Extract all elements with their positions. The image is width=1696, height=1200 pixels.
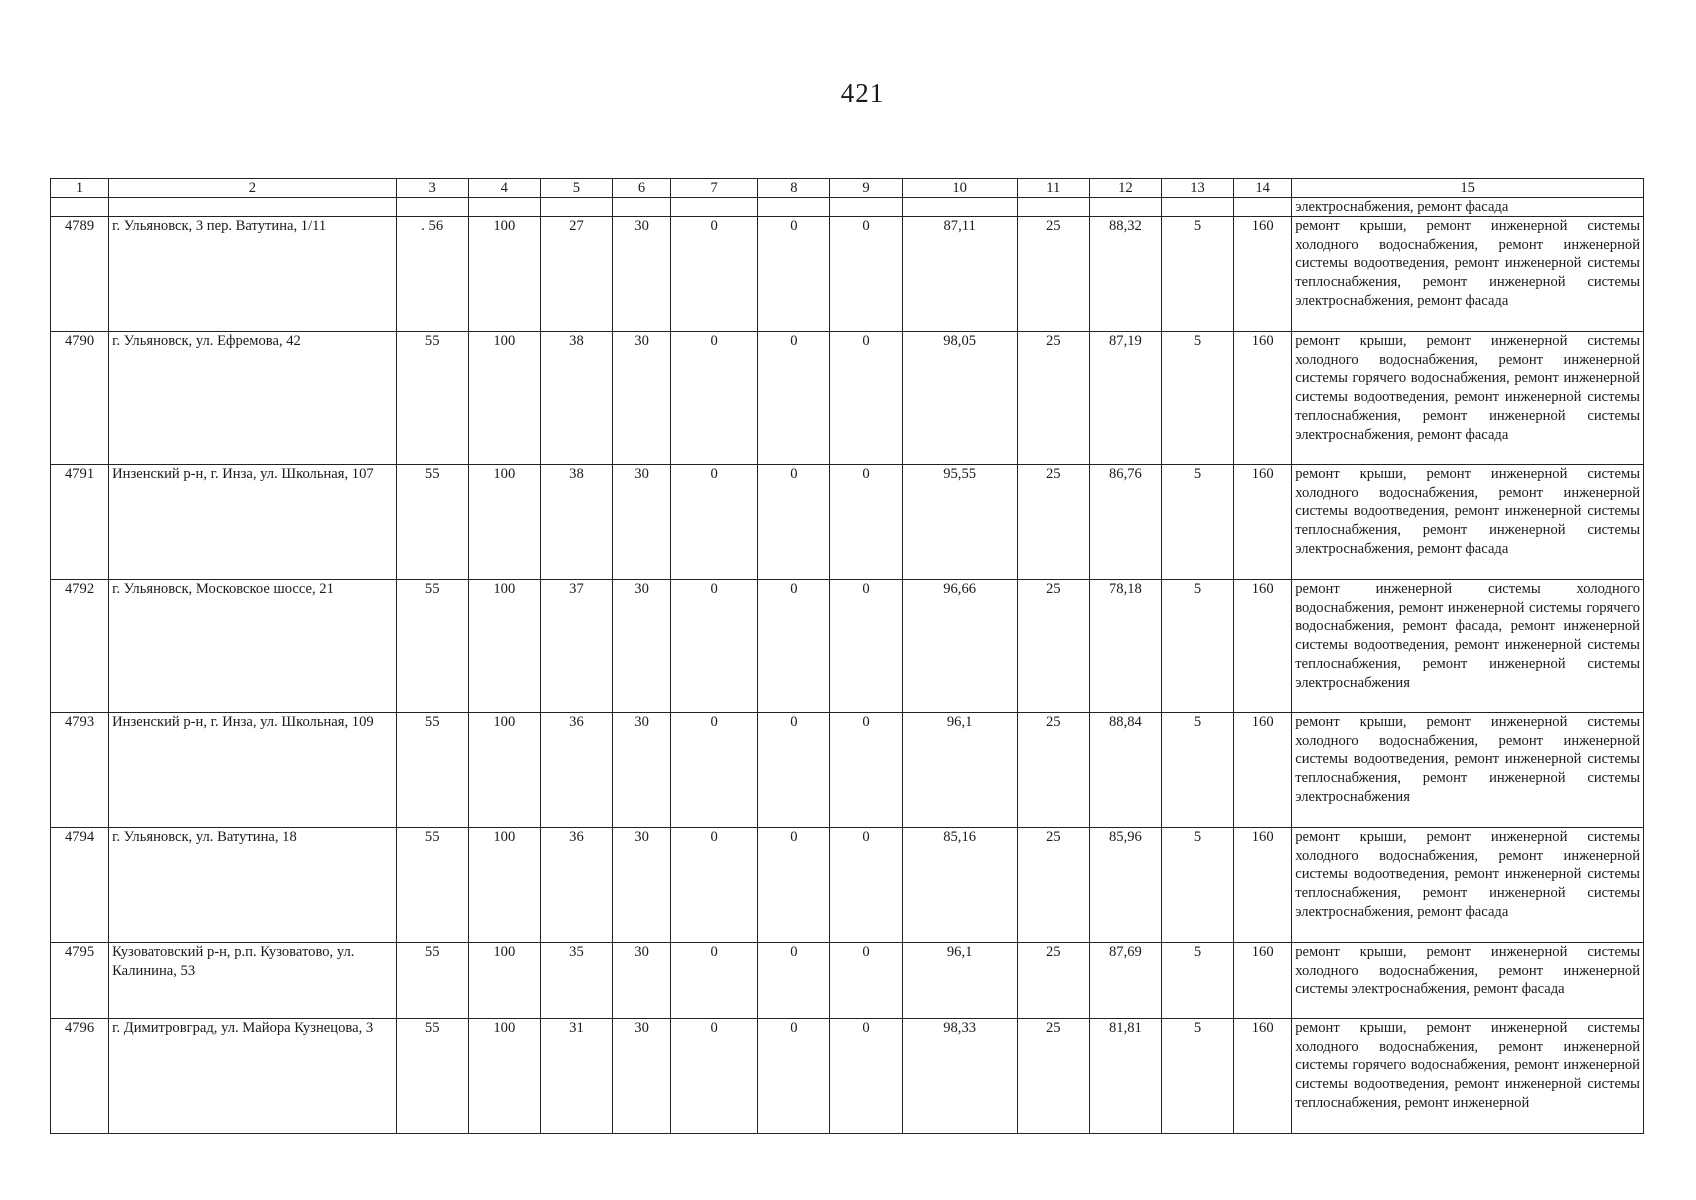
row-cell-9: 0 <box>830 828 902 943</box>
row-cell-13: 5 <box>1161 465 1233 580</box>
row-cell-7: 0 <box>671 828 758 943</box>
row-cell-10: 85,16 <box>902 828 1017 943</box>
row-cell-6: 30 <box>613 1019 671 1134</box>
row-cell-11: 25 <box>1017 332 1089 465</box>
row-cell-9: 0 <box>830 332 902 465</box>
row-cell-3: 55 <box>396 465 468 580</box>
row-cell-5: 38 <box>540 465 612 580</box>
row-address: Инзенский р-н, г. Инза, ул. Школьная, 107 <box>109 465 397 580</box>
row-cell-12: 87,69 <box>1089 943 1161 1019</box>
row-cell-5: 36 <box>540 713 612 828</box>
row-id: 4793 <box>51 713 109 828</box>
row-cell-14: 160 <box>1234 943 1292 1019</box>
row-cell-5: 38 <box>540 332 612 465</box>
table-row <box>51 332 1644 465</box>
row-works: ремонт инженерной системы холодного водоснабжения, ремонт инженерной системы горячего водоснабжения, ремонт фасада, ремонт инженерной системы водоотведения, ремонт инженерной системы теплоснабжения, ремонт инженерной системы электроснабжения <box>1292 580 1644 713</box>
register-table <box>50 178 1644 1134</box>
row-cell-8: 0 <box>758 580 830 713</box>
row-cell-5: 31 <box>540 1019 612 1134</box>
row-cell-5: 35 <box>540 943 612 1019</box>
row-cell-10: 87,11 <box>902 217 1017 332</box>
column-header-5: 5 <box>540 179 612 198</box>
row-cell-4: 100 <box>468 580 540 713</box>
row-id: 4790 <box>51 332 109 465</box>
row-cell-7: 0 <box>671 217 758 332</box>
column-header-2: 2 <box>109 179 397 198</box>
row-id: 4795 <box>51 943 109 1019</box>
row-address: г. Ульяновск, Московское шоссе, 21 <box>109 580 397 713</box>
row-address: г. Ульяновск, ул. Ватутина, 18 <box>109 828 397 943</box>
column-header-10: 10 <box>902 179 1017 198</box>
row-works: ремонт крыши, ремонт инженерной системы холодного водоснабжения, ремонт инженерной системы электроснабжения, ремонт фасада <box>1292 943 1644 1019</box>
row-cell-10: 96,1 <box>902 943 1017 1019</box>
row-cell-13: 5 <box>1161 1019 1233 1134</box>
row-cell-12: 81,81 <box>1089 1019 1161 1134</box>
row-cell-3: 55 <box>396 580 468 713</box>
row-cell-14: 160 <box>1234 828 1292 943</box>
row-cell-8: 0 <box>758 713 830 828</box>
row-cell-6: 30 <box>613 828 671 943</box>
row-cell-8: 0 <box>758 217 830 332</box>
column-header-8: 8 <box>758 179 830 198</box>
row-cell-5: 27 <box>540 217 612 332</box>
row-cell-10: 98,05 <box>902 332 1017 465</box>
row-works: ремонт крыши, ремонт инженерной системы холодного водоснабжения, ремонт инженерной системы горячего водоснабжения, ремонт инженерной системы водоотведения, ремонт инженерной системы теплоснабжения, ремонт инженерной <box>1292 1019 1644 1134</box>
row-cell-12: 87,19 <box>1089 332 1161 465</box>
row-cell-11: 25 <box>1017 1019 1089 1134</box>
column-header-7: 7 <box>671 179 758 198</box>
row-cell-14: 160 <box>1234 713 1292 828</box>
row-cell-7: 0 <box>671 1019 758 1134</box>
row-works: ремонт крыши, ремонт инженерной системы холодного водоснабжения, ремонт инженерной системы водоотведения, ремонт инженерной системы теплоснабжения, ремонт инженерной системы электроснабжения, ремонт фасада <box>1292 828 1644 943</box>
row-cell-11: 25 <box>1017 217 1089 332</box>
row-cell-6: 30 <box>613 713 671 828</box>
row-cell-13: 5 <box>1161 828 1233 943</box>
row-cell-13: 5 <box>1161 580 1233 713</box>
row-address: Кузоватовский р-н, р.п. Кузоватово, ул. Калинина, 53 <box>109 943 397 1019</box>
table-row <box>51 580 1644 713</box>
row-works: ремонт крыши, ремонт инженерной системы холодного водоснабжения, ремонт инженерной системы горячего водоснабжения, ремонт инженерной системы водоотведения, ремонт инженерной системы теплоснабжения, ремонт инженерной системы электроснабжения, ремонт фасада <box>1292 332 1644 465</box>
row-cell-6: 30 <box>613 217 671 332</box>
row-works: ремонт крыши, ремонт инженерной системы холодного водоснабжения, ремонт инженерной системы водоотведения, ремонт инженерной системы теплоснабжения, ремонт инженерной системы электроснабжения, ремонт фасада <box>1292 465 1644 580</box>
row-cell-8: 0 <box>758 943 830 1019</box>
page-number: 421 <box>840 78 885 108</box>
row-cell-8: 0 <box>758 828 830 943</box>
row-cell-13: 5 <box>1161 332 1233 465</box>
row-id: 4792 <box>51 580 109 713</box>
row-cell-3: . 56 <box>396 217 468 332</box>
row-cell-14: 160 <box>1234 217 1292 332</box>
row-cell-11: 25 <box>1017 943 1089 1019</box>
continuation-row <box>51 198 1644 217</box>
column-header-14: 14 <box>1234 179 1292 198</box>
row-cell-4: 100 <box>468 465 540 580</box>
row-cell-10: 95,55 <box>902 465 1017 580</box>
row-cell-13: 5 <box>1161 713 1233 828</box>
row-cell-13: 5 <box>1161 943 1233 1019</box>
row-cell-7: 0 <box>671 943 758 1019</box>
row-cell-9: 0 <box>830 943 902 1019</box>
row-cell-3: 55 <box>396 332 468 465</box>
row-cell-3: 55 <box>396 713 468 828</box>
row-cell-12: 88,32 <box>1089 217 1161 332</box>
row-cell-9: 0 <box>830 217 902 332</box>
table-row <box>51 943 1644 1019</box>
row-cell-5: 36 <box>540 828 612 943</box>
continuation-works: электроснабжения, ремонт фасада <box>1292 198 1644 217</box>
column-header-13: 13 <box>1161 179 1233 198</box>
row-cell-4: 100 <box>468 828 540 943</box>
row-cell-9: 0 <box>830 1019 902 1134</box>
column-header-3: 3 <box>396 179 468 198</box>
row-cell-13: 5 <box>1161 217 1233 332</box>
row-cell-6: 30 <box>613 465 671 580</box>
table-row <box>51 465 1644 580</box>
row-cell-10: 96,1 <box>902 713 1017 828</box>
table-row <box>51 828 1644 943</box>
row-cell-8: 0 <box>758 465 830 580</box>
row-id: 4794 <box>51 828 109 943</box>
column-header-12: 12 <box>1089 179 1161 198</box>
table-row <box>51 1019 1644 1134</box>
row-cell-11: 25 <box>1017 828 1089 943</box>
row-cell-11: 25 <box>1017 713 1089 828</box>
row-cell-11: 25 <box>1017 465 1089 580</box>
row-cell-7: 0 <box>671 580 758 713</box>
row-cell-6: 30 <box>613 580 671 713</box>
row-address: г. Ульяновск, 3 пер. Ватутина, 1/11 <box>109 217 397 332</box>
row-cell-14: 160 <box>1234 580 1292 713</box>
row-works: ремонт крыши, ремонт инженерной системы холодного водоснабжения, ремонт инженерной системы водоотведения, ремонт инженерной системы теплоснабжения, ремонт инженерной системы электроснабжения <box>1292 713 1644 828</box>
row-cell-6: 30 <box>613 332 671 465</box>
row-cell-11: 25 <box>1017 580 1089 713</box>
row-cell-7: 0 <box>671 465 758 580</box>
row-cell-12: 88,84 <box>1089 713 1161 828</box>
row-cell-12: 78,18 <box>1089 580 1161 713</box>
row-cell-9: 0 <box>830 580 902 713</box>
row-id: 4796 <box>51 1019 109 1134</box>
row-cell-14: 160 <box>1234 465 1292 580</box>
row-cell-7: 0 <box>671 713 758 828</box>
row-cell-14: 160 <box>1234 1019 1292 1134</box>
row-id: 4791 <box>51 465 109 580</box>
row-cell-14: 160 <box>1234 332 1292 465</box>
row-cell-9: 0 <box>830 713 902 828</box>
row-cell-3: 55 <box>396 828 468 943</box>
row-cell-6: 30 <box>613 943 671 1019</box>
row-cell-12: 85,96 <box>1089 828 1161 943</box>
row-address: Инзенский р-н, г. Инза, ул. Школьная, 109 <box>109 713 397 828</box>
column-header-1: 1 <box>51 179 109 198</box>
row-cell-4: 100 <box>468 713 540 828</box>
row-address: г. Димитровград, ул. Майора Кузнецова, 3 <box>109 1019 397 1134</box>
row-works: ремонт крыши, ремонт инженерной системы холодного водоснабжения, ремонт инженерной системы водоотведения, ремонт инженерной системы теплоснабжения, ремонт инженерной системы электроснабжения, ремонт фасада <box>1292 217 1644 332</box>
row-cell-9: 0 <box>830 465 902 580</box>
row-cell-4: 100 <box>468 943 540 1019</box>
row-address: г. Ульяновск, ул. Ефремова, 42 <box>109 332 397 465</box>
column-header-6: 6 <box>613 179 671 198</box>
row-cell-4: 100 <box>468 332 540 465</box>
row-cell-3: 55 <box>396 1019 468 1134</box>
row-cell-7: 0 <box>671 332 758 465</box>
row-cell-10: 98,33 <box>902 1019 1017 1134</box>
row-cell-4: 100 <box>468 217 540 332</box>
table-row <box>51 217 1644 332</box>
row-cell-5: 37 <box>540 580 612 713</box>
table-row <box>51 713 1644 828</box>
row-cell-10: 96,66 <box>902 580 1017 713</box>
row-cell-12: 86,76 <box>1089 465 1161 580</box>
column-header-4: 4 <box>468 179 540 198</box>
row-id: 4789 <box>51 217 109 332</box>
column-header-9: 9 <box>830 179 902 198</box>
row-cell-4: 100 <box>468 1019 540 1134</box>
column-header-11: 11 <box>1017 179 1089 198</box>
column-number-row <box>51 179 1644 198</box>
row-cell-3: 55 <box>396 943 468 1019</box>
row-cell-8: 0 <box>758 1019 830 1134</box>
column-header-15: 15 <box>1292 179 1644 198</box>
row-cell-8: 0 <box>758 332 830 465</box>
